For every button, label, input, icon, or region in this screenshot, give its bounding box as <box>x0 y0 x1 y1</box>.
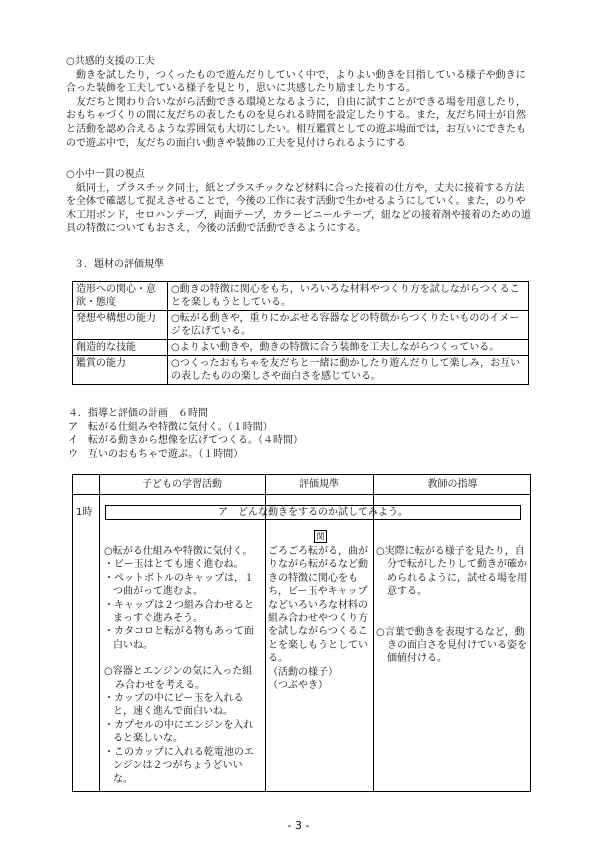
paragraph: 動きを試したり，つくったもので遊んだりしていく中で，よりよい動きを目指している様子や動きに合った装飾を工夫している様子を見とり，思いに共感したり励ましたりする。 <box>66 69 526 95</box>
activity-item: ・カップの中にビー玉を入れると，速く進んで面白いね。 <box>104 693 244 718</box>
activities-column <box>104 545 254 786</box>
activity-item: ・カタコロと転がる物もあって面白いね。 <box>104 626 254 651</box>
plan-line: イ 転がる動きから想像を広げてつくる。（４時間） <box>68 435 303 447</box>
evaluation-criteria-title: ３．題材の評価規準 <box>74 259 164 270</box>
activity-item: ○容器とエンジンの気に入った組み合わせを考える。 <box>104 666 253 691</box>
guidance-column <box>376 545 528 666</box>
criteria-key: 鑑賞の能力 <box>73 356 168 385</box>
section-elementary-junior-high <box>66 168 532 236</box>
activity-item: ・キャップは２つ組み合わせるとまっすぐ進みそう。 <box>104 599 254 625</box>
section-heading: ○小中一貫の視点 <box>66 169 145 180</box>
lesson-goal: ア どんな動きをするのか試してみよう。 <box>105 505 521 520</box>
plan-section <box>68 407 528 461</box>
header-divider <box>73 494 530 495</box>
guidance-item: ○言葉で動きを表現するなど，動きの面白さを見付けている姿を価値付ける。 <box>376 626 527 665</box>
table-row <box>73 282 529 311</box>
criteria-method: （活動の様子） <box>268 666 338 678</box>
table-row <box>73 340 529 356</box>
criteria-value: ○つくったおもちゃを友だちと一緒に動かしたり遊んだりして楽しみ，お互いの表したものの楽しさや面白さを感じている。 <box>168 356 529 385</box>
activity-item: ・ビー玉はとても速く進むね。 <box>104 559 244 571</box>
header-activities: 子どもの学習活動 <box>142 479 222 490</box>
guidance-item: ○実際に転がる様子を見たり，自分で転がしたりして動きが確かめられるように，試せる場を用意する。 <box>376 546 527 598</box>
criteria-text: ごろごろ転がる，曲がりながら転がるなど動きの特徴に関心をもち，ビー玉やキャップなどいろいろな材料の組み合わせやつくり方を試しながらつくることを楽しもうとしている。 <box>268 546 368 665</box>
criteria-value: ○転がる動きや，重りにかぶせる容器などの特徴からつくりたいもののイメージを広げている。 <box>168 311 529 340</box>
column-divider <box>373 475 374 791</box>
plan-title: ４．指導と評価の計画 ６時間 <box>68 408 208 419</box>
plan-line: ア 転がる仕組みや特徴に気付く。（１時間） <box>68 421 273 433</box>
criteria-badge: 関 <box>314 530 327 543</box>
criteria-value: ○動きの特徴に関心をもち，いろいろな材料やつくり方を試しながらつくることを楽しもうとしている。 <box>168 282 529 311</box>
activity-item: ・ペットボトルのキャップは，１つ曲がって進むよ。 <box>104 572 254 598</box>
header-criteria: 評価規準 <box>299 479 339 490</box>
table-row <box>73 311 529 340</box>
paragraph: 紙同士，プラスチック同士，紙とプラスチックなど材料に合った接着の仕方や，丈夫に接着する方法を全体で確認して捉えさせることで，今後の工作に表す活動で生かせるようにしていく。また，のりや木工用ボンド，セロハンテープ，両面テープ，カラービニールテープ，紐などの接着剤や接着のための道具の特徴についてもおさえ，今後の活動で活動できるようにする。 <box>66 182 531 235</box>
criteria-key: 発想や構想の能力 <box>73 311 168 340</box>
activity-item: ○転がる仕組みや特徴に気付く。 <box>104 546 253 557</box>
section-empathy-support <box>66 55 532 150</box>
criteria-column <box>268 545 370 692</box>
criteria-key: 造形への関心・意欲・態度 <box>73 282 168 311</box>
period-label: 1時 <box>76 507 93 518</box>
lesson-plan-table <box>72 474 531 792</box>
evaluation-criteria-table <box>72 281 529 385</box>
section-heading: ○共感的支援の工夫 <box>66 56 155 67</box>
header-guidance: 教師の指導 <box>427 479 478 490</box>
page-number: - 3 - <box>287 819 310 832</box>
activity-item: ・このカップに入れる乾電池のエンジンは２つがちょうどいいな。 <box>104 746 254 785</box>
criteria-key: 創造的な技能 <box>73 340 168 356</box>
column-divider <box>99 475 100 791</box>
table-row <box>73 356 529 385</box>
plan-line: ウ 互いのおもちゃで遊ぶ。（１時間） <box>68 448 244 460</box>
criteria-method: （つぶやき） <box>268 680 328 692</box>
paragraph: 友だちと関わり合いながら活動できる環境となるように，自由に試すことができる場を用意したり，おもちゃづくりの間に友だちの表したものを見られる時間を設定したりする。また，友だち同士が自然と活動を認め合えるような雰囲気も大切にしたい。相互鑑賞としての遊ぶ場面では，お互いにできたもので遊ぶ中で，友だちの面白い動きや装飾の工夫を見付けられるようにする <box>66 96 526 149</box>
criteria-value: ○よりよい動きや，動きの特徴に合う装飾を工夫しながらつくっている。 <box>168 340 529 356</box>
activity-item: ・カプセルの中にエンジンを入れると楽しいな。 <box>104 719 254 745</box>
column-divider <box>265 475 266 791</box>
